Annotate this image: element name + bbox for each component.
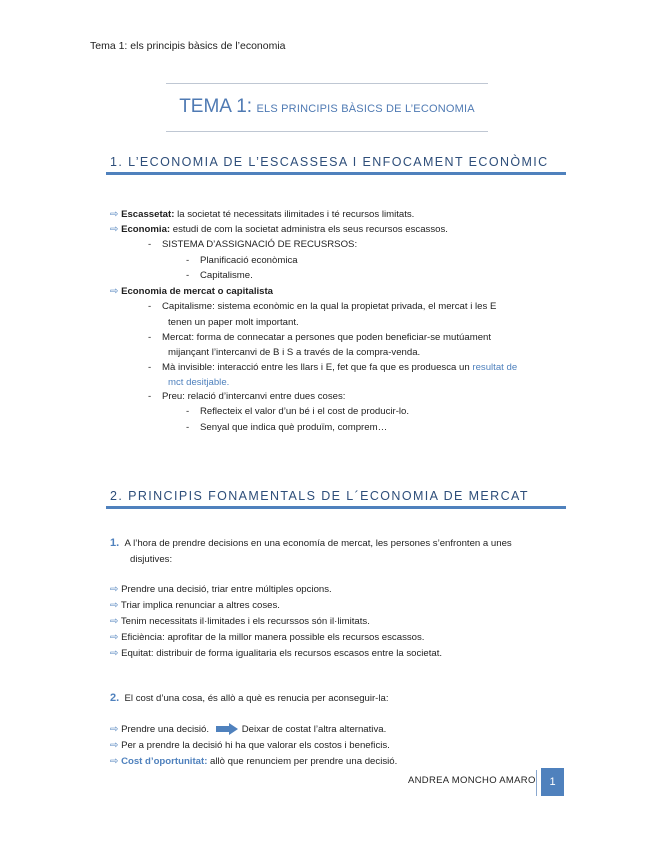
list-item: ⇨ Prendre una decisió. Deixar de costat l’altra alternativa. (110, 724, 387, 735)
list-item: - Reflecteix el valor d’un bé i el cost de producir-lo. (186, 406, 410, 417)
arrow-icon: ⇨ (110, 756, 119, 767)
list-item: ⇨ Eficiència: aprofitar de la millor manera possible els recursos escassos. (110, 632, 425, 643)
arrow-icon: ⇨ (110, 286, 119, 297)
section-2-heading: 2. PRINCIPIS FONAMENTALS DE L´ECONOMIA DE MERCAT (110, 489, 529, 503)
list-item: ⇨ Cost d’oportunitat: allò que renunciem per prendre una decisió. (110, 756, 398, 767)
arrow-icon: ⇨ (110, 724, 119, 735)
list-item: - SISTEMA D’ASSIGNACIÓ DE RECUSRSOS: (148, 239, 358, 250)
page-title (166, 96, 488, 118)
list-item: - Mercat: forma de connecatar a persones que poden beneficiar-se mutúament (148, 332, 492, 343)
arrow-icon: ⇨ (110, 616, 119, 627)
list-item: ⇨ Per a prendre la decisió hi ha que valorar els costos i beneficis. (110, 740, 390, 751)
title-top-rule (166, 83, 488, 84)
numbered-item: 2. El cost d’una cosa, és allò a què es renucia per aconseguir-la: (110, 692, 389, 704)
footer-author: ANDREA MONCHO AMARO (408, 775, 536, 786)
arrow-icon: ⇨ (110, 209, 119, 220)
title-main: TEMA 1: (179, 96, 253, 117)
list-item-cont: tenen un paper molt important. (168, 317, 299, 328)
list-item: - Preu: relació d’intercanvi entre dues coses: (148, 391, 346, 402)
footer-divider (536, 770, 537, 796)
page-number: 1 (541, 768, 564, 796)
list-item: - Planificació econòmica (186, 255, 298, 266)
arrow-icon: ⇨ (110, 740, 119, 751)
page-header: Tema 1: els principis bàsics de l’economia (90, 40, 286, 52)
list-item: - Capitalisme: sistema econòmic en la qual la propietat privada, el mercat i les E (148, 301, 497, 312)
list-item: ⇨ Equitat: distribuir de forma igualitaria els recursos escasos entre la societat. (110, 648, 443, 659)
title-bottom-rule (166, 131, 488, 132)
list-item: ⇨ Triar implica renunciar a altres coses. (110, 600, 280, 611)
numbered-item: 1. A l’hora de prendre decisions en una economía de mercat, les persones s’enfronten a unes (110, 537, 512, 549)
arrow-icon: ⇨ (110, 600, 119, 611)
arrow-icon: ⇨ (110, 632, 119, 643)
block-arrow-icon (216, 723, 238, 735)
list-item: ⇨ Escassetat: la societat té necessitats ilimitades i té recursos limitats. (110, 209, 415, 220)
arrow-icon: ⇨ (110, 648, 119, 659)
section-1-rule (106, 172, 566, 175)
list-item: ⇨ Economia: estudi de com la societat administra els seus recursos escassos. (110, 224, 448, 235)
title-sub: ELS PRINCIPIS BÀSICS DE L’ECONOMIA (256, 103, 475, 115)
list-item: - Capitalisme. (186, 270, 253, 281)
list-item: ⇨ Tenim necessitats il·limitades i els recurssos són il·limitats. (110, 616, 370, 627)
section-2-rule (106, 506, 566, 509)
numbered-item-cont: disjutives: (130, 554, 173, 565)
arrow-icon: ⇨ (110, 584, 119, 595)
list-item: - Mà invisible: interacció entre les llars i E, fet que fa que es produesca un resultat de (148, 362, 518, 373)
list-item-cont: mct desitjable. (168, 377, 230, 388)
arrow-icon: ⇨ (110, 224, 119, 235)
list-item: ⇨ Prendre una decisió, triar entre múltiples opcions. (110, 584, 332, 595)
section-1-heading: 1. L’ECONOMIA DE L’ESCASSESA I ENFOCAMENT ECONÒMIC (110, 155, 549, 169)
list-item: - Senyal que indica què produïm, comprem… (186, 422, 388, 433)
list-item-cont: mijançant l’intercanvi de B i S a través de la compra-venda. (168, 347, 421, 358)
list-item: ⇨ Economia de mercat o capitalista (110, 286, 274, 297)
